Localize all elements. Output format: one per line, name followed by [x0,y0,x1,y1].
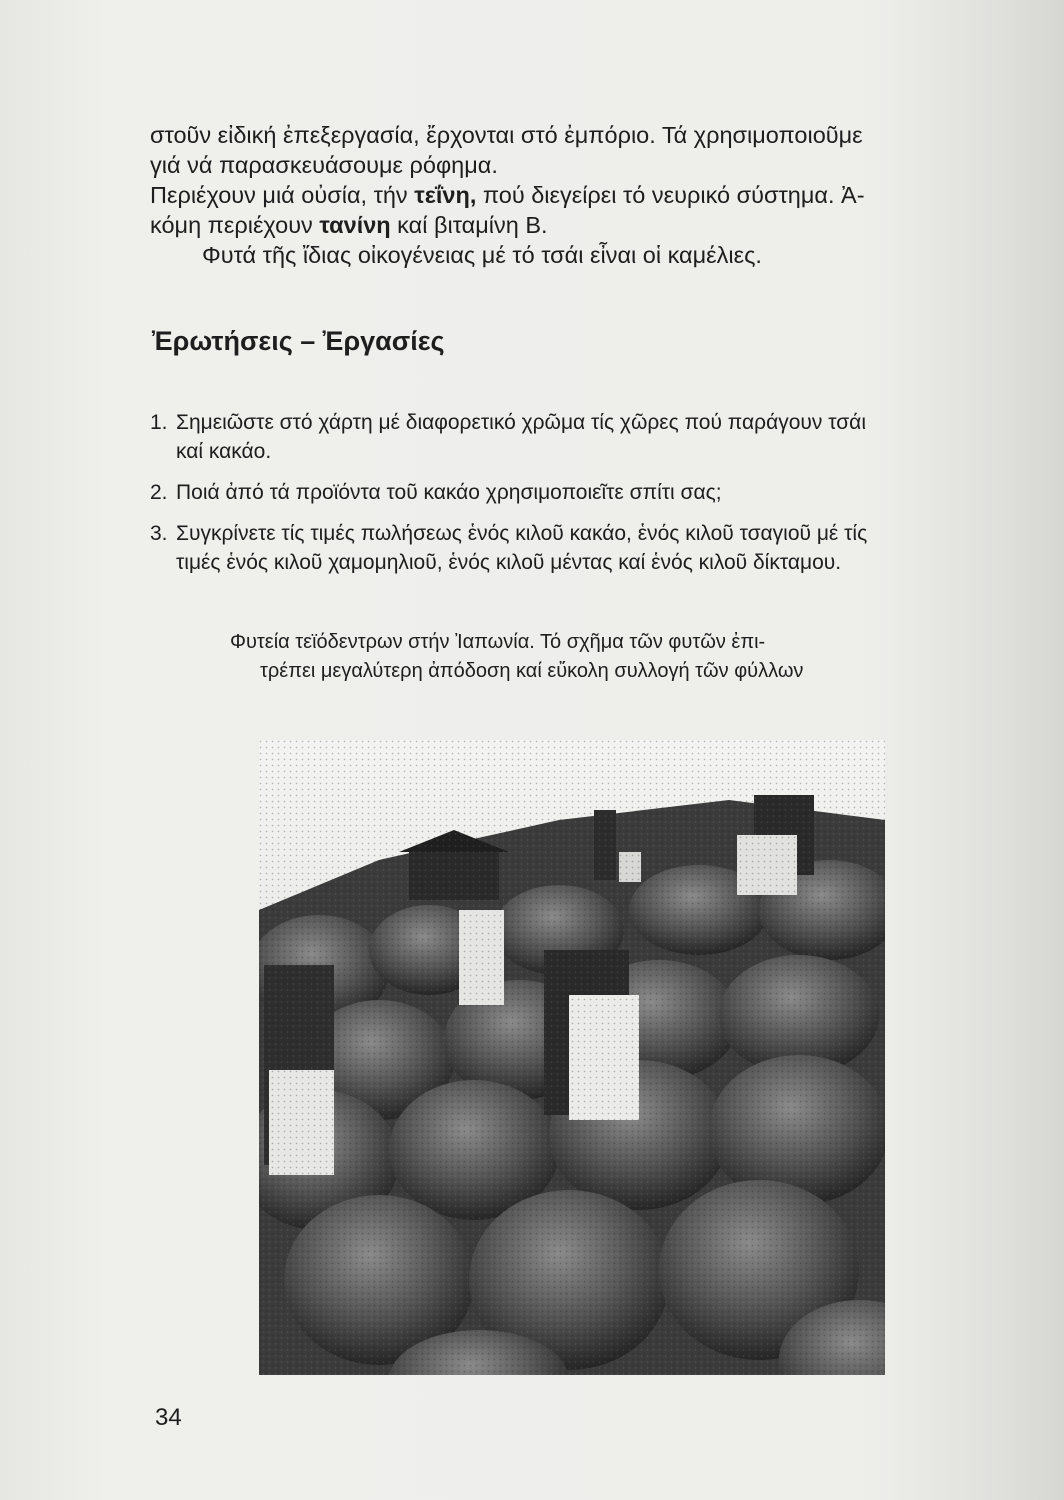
question-text: Ποιά ἀπό τά προϊόντα τοῦ κακάο χρησιμοποιεῖτε σπίτι σας; [176,481,722,504]
body-text-fragment: καί βιταμίνη Β. [390,212,548,238]
body-line: γιά νά παρασκευάσουμε ρόφημα. [150,152,498,178]
body-line: Φυτά τῆς ἴδιας οἰκογένειας μέ τό τσάι εἶναι οἱ καμέλιες. [202,242,762,268]
body-line: στοῦν εἰδική ἐπεξεργασία, ἔρχονται στό ἐμπόριο. Τά χρησιμοποιοῦμε [150,122,863,148]
section-heading: Ἐρωτήσεις – Ἐργασίες [152,326,445,356]
question-number: 3. [150,522,168,545]
body-text-fragment: κόμη περιέχουν [150,212,320,238]
page-shadow [884,0,1064,1500]
question-text: καί κακάο. [176,440,272,463]
question-text: τιμές ἑνός κιλοῦ χαμομηλιοῦ, ἑνός κιλοῦ μέντας καί ἑνός κιλοῦ δίκταμου. [176,551,842,574]
question-item [150,519,867,577]
body-text-fragment: πού διεγείρει τό νευρικό σύστημα. Ἀ- [476,182,865,208]
photo-illustration [259,740,885,1375]
body-line [150,180,865,210]
tea-plantation-photo [259,740,885,1375]
question-item [150,408,867,466]
caption-line: Φυτεία τεϊόδεντρων στήν Ἰαπωνία. Τό σχῆμα τῶν φυτῶν ἐπι- [230,631,766,653]
term-teine: τεΐνη, [414,182,477,208]
page-number: 34 [155,1404,182,1431]
question-number: 1. [150,411,168,434]
question-item [150,478,867,507]
question-text: Σημειῶστε στό χάρτη μέ διαφορετικό χρῶμα τίς χῶρες πού παράγουν τσάι [176,411,866,434]
question-text: Συγκρίνετε τίς τιμές πωλήσεως ἑνός κιλοῦ κακάο, ἑνός κιλοῦ τσαγιοῦ μέ τίς [176,522,868,545]
caption-line: τρέπει μεγαλύτερη ἀπόδοση καί εὔκολη συλλογή τῶν φύλλων [260,660,804,682]
body-line [150,210,865,240]
question-number: 2. [150,481,168,504]
body-text-fragment: Περιέχουν μιά οὐσία, τήν [150,182,415,208]
body-text [150,120,865,270]
photo-caption [230,628,803,686]
photo-grain [259,740,885,1375]
questions-list [150,408,867,589]
term-tannin: τανίνη [319,212,391,238]
